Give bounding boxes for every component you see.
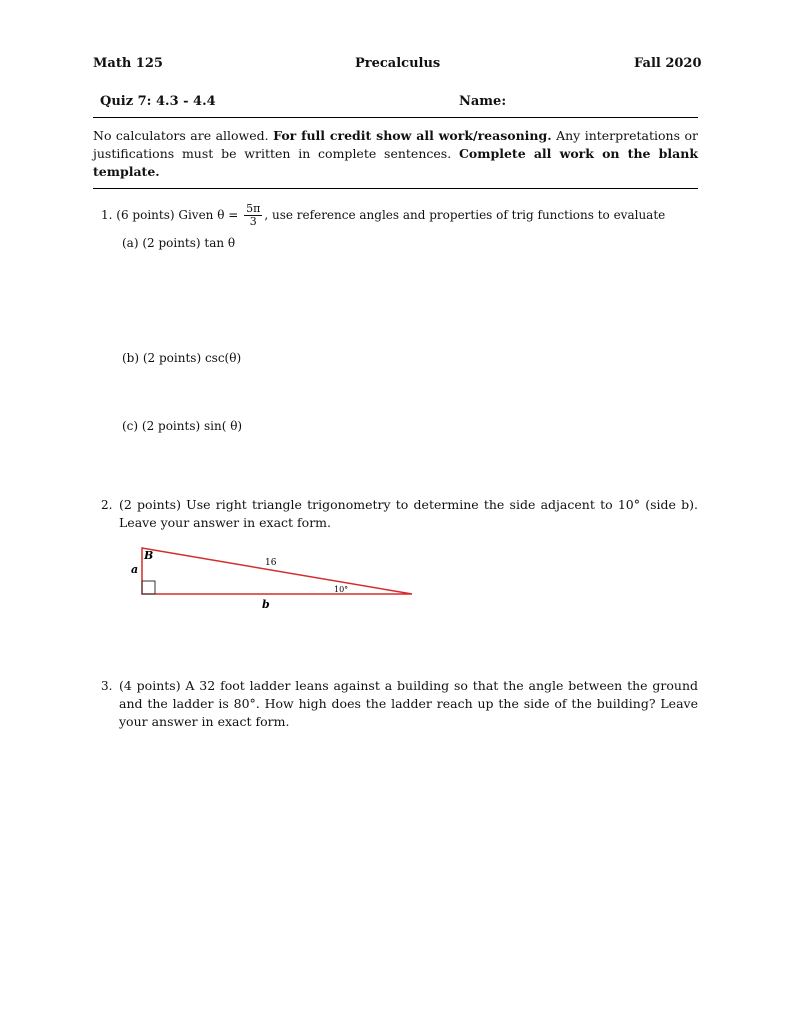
question-3-number: 3. [101, 679, 113, 693]
label-a: a [131, 563, 139, 576]
label-angle: 10° [334, 585, 349, 594]
question-1-number: 1. [101, 208, 113, 222]
question-1-suffix: , use reference angles and properties of trig functions to evaluate [264, 208, 666, 222]
question-1a: (a) (2 points) tan θ [122, 236, 236, 250]
question-3-text: (4 points) A 32 foot ladder leans against a building so that the angle between the ground and the ladder is 80°. How high does the ladder reach up the side of the building? Leave your answer in exact form. [119, 678, 698, 729]
quiz-title: Quiz 7: 4.3 - 4.4 [100, 94, 216, 109]
triangle-diagram [120, 540, 430, 620]
label-hypotenuse: 16 [265, 558, 277, 568]
subject-label: Precalculus [355, 56, 441, 71]
fraction-denominator: 3 [249, 215, 257, 228]
fraction-numerator: 5π [246, 202, 261, 215]
question-1c: (c) (2 points) sin( θ) [122, 419, 243, 433]
name-label: Name: [459, 94, 507, 109]
fraction-5pi-over-3 [244, 203, 262, 228]
instructions-part4: Complete all work on the blank template. [93, 146, 698, 179]
instructions [93, 127, 698, 181]
question-2-number: 2. [101, 498, 113, 512]
triangle-outline [142, 548, 412, 594]
label-B: B [144, 549, 154, 562]
question-1b: (b) (2 points) csc(θ) [122, 351, 242, 365]
divider-bottom [93, 188, 698, 189]
instructions-part3: Any interpretations or justifications must be written in complete sentences. [93, 128, 698, 161]
question-2-text: (2 points) Use right triangle trigonometry to determine the side adjacent to 10° (side b). Leave your answer in exact form. [119, 497, 698, 530]
question-1 [101, 203, 665, 228]
instructions-part2: For full credit show all work/reasoning. [273, 128, 552, 143]
course-label: Math 125 [93, 56, 163, 71]
label-b: b [262, 598, 270, 611]
right-angle-marker [142, 581, 155, 594]
question-1-prefix: (6 points) Given θ = [116, 208, 239, 222]
divider-top [93, 117, 698, 118]
instructions-part1: No calculators are allowed. [93, 128, 269, 143]
term-label: Fall 2020 [634, 56, 702, 71]
